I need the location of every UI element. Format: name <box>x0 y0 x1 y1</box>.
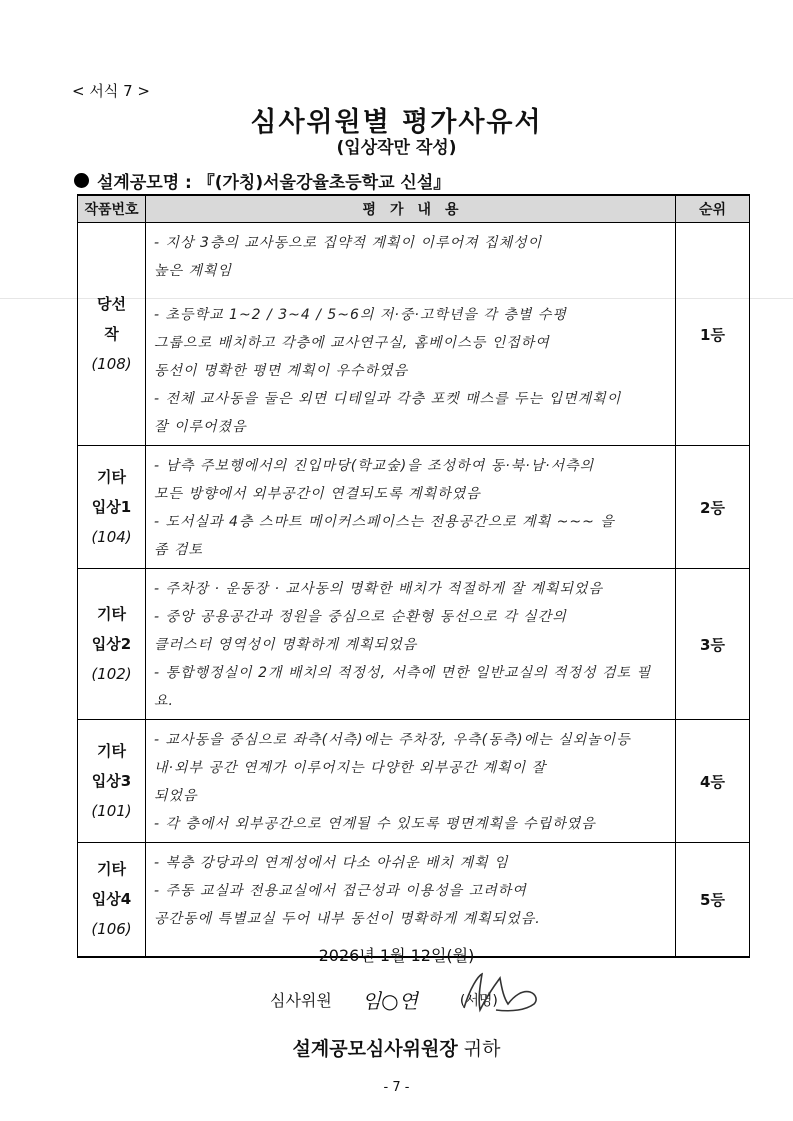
work-number: (104) <box>91 528 132 546</box>
judge-name: 임○연 <box>361 989 418 1013</box>
table-row <box>78 843 750 957</box>
evaluation-line: - 복층 강당과의 연계성에서 다소 아쉬운 배치 계획 임 <box>154 855 509 871</box>
evaluation-content-cell <box>146 569 676 720</box>
document-date: 2026년 1월 12일(월) <box>318 946 475 965</box>
bullet-icon <box>74 173 89 188</box>
work-label: 기타 입상2 <box>91 605 132 653</box>
work-label-cell <box>78 569 146 720</box>
evaluation-line: 되었음 <box>154 788 198 804</box>
rank-cell: 5등 <box>676 843 750 957</box>
work-label-cell <box>78 446 146 569</box>
evaluation-line: 모든 방향에서 외부공간이 연결되도록 계획하였음 <box>154 486 481 502</box>
rank-cell: 2등 <box>676 446 750 569</box>
page-title: 심사위원별 평가사유서 <box>250 107 543 138</box>
evaluation-line: 공간동에 특별교실 두어 내부 동선이 명확하게 계획되었음. <box>154 911 541 927</box>
table-row <box>78 446 750 569</box>
rank-cell: 3등 <box>676 569 750 720</box>
evaluation-content-cell <box>146 223 676 446</box>
evaluation-line: - 중앙 공용공간과 정원을 중심으로 순환형 동선으로 각 실간의 <box>154 609 567 625</box>
evaluation-line: 높은 계획임 <box>154 263 233 279</box>
page-number: - 7 - <box>383 1080 410 1095</box>
evaluation-line: - 초등학교 1~2 / 3~4 / 5~6의 저·중·고학년을 각 층별 수평 <box>154 307 567 323</box>
evaluation-line <box>154 285 669 301</box>
work-number: (102) <box>91 665 132 683</box>
work-number: (101) <box>91 802 132 820</box>
evaluation-line: 클러스터 영역성이 명확하게 계획되었음 <box>154 637 418 653</box>
judge-label: 심사위원 <box>270 991 332 1010</box>
work-label: 기타 입상3 <box>91 742 132 790</box>
work-number: (106) <box>91 920 132 939</box>
rank-cell: 1등 <box>676 223 750 446</box>
table-header-row <box>78 195 750 223</box>
evaluation-line: 좀 검토 <box>154 542 204 558</box>
evaluation-content-cell <box>146 843 676 957</box>
work-label-cell <box>78 720 146 843</box>
evaluation-line: 동선이 명확한 평면 계획이 우수하였음 <box>154 363 409 379</box>
evaluation-line: - 주차장 · 운동장 · 교사동의 명확한 배치가 적절하게 잘 계획되었음 <box>154 581 604 597</box>
work-label-cell <box>78 843 146 957</box>
rank-cell: 4등 <box>676 720 750 843</box>
header-rank: 순위 <box>676 195 750 223</box>
header-evaluation-content: 평 가 내 용 <box>146 195 676 223</box>
table-row <box>78 720 750 843</box>
evaluation-line: - 전체 교사동을 둘은 외면 디테일과 각층 포켓 매스를 두는 입면계획이 <box>154 391 622 407</box>
evaluation-table <box>77 194 750 958</box>
project-label: 설계공모명 : 『(가칭)서울강율초등학교 신설』 <box>97 173 451 193</box>
table-row <box>78 223 750 446</box>
addressee <box>0 1034 793 1061</box>
evaluation-line: - 지상 3층의 교사동으로 집약적 계획이 이루어져 집체성이 <box>154 235 543 251</box>
addressee-suffix: 귀하 <box>463 1038 501 1060</box>
evaluation-content-cell <box>146 720 676 843</box>
evaluation-line: - 각 층에서 외부공간으로 연계될 수 있도록 평면계획을 수립하였음 <box>154 816 596 832</box>
work-label: 기타 입상1 <box>91 468 132 516</box>
work-number: (108) <box>91 355 132 373</box>
header-work-number: 작품번호 <box>78 195 146 223</box>
evaluation-line: 그룹으로 배치하고 각층에 교사연구실, 홈베이스등 인접하여 <box>154 335 550 351</box>
work-label: 당선작 <box>97 295 126 343</box>
evaluation-line: - 남측 주보행에서의 진입마당(학교숲)을 조성하여 동·북·남·서측의 <box>154 458 595 474</box>
evaluation-content-cell <box>146 446 676 569</box>
table-row <box>78 569 750 720</box>
work-label: 기타 입상4 <box>91 860 132 909</box>
evaluation-line: - 교사동을 중심으로 좌측(서측)에는 주차장, 우측(동측)에는 실외놀이등 <box>154 732 631 748</box>
sign-label: (서명) <box>459 992 498 1009</box>
evaluation-line: - 주동 교실과 전용교실에서 접근성과 이용성을 고려하여 <box>154 883 527 899</box>
form-number: < 서식 7 > <box>72 82 150 100</box>
addressee-title: 설계공모심사위원장 <box>292 1038 458 1060</box>
handwritten-signature <box>456 968 546 1016</box>
page-subtitle: (입상작만 작성) <box>336 138 457 158</box>
work-label-cell <box>78 223 146 446</box>
evaluation-line: 내·외부 공간 연계가 이루어지는 다양한 외부공간 계획이 잘 <box>154 760 547 776</box>
project-name <box>74 168 450 193</box>
evaluation-line: 잘 이루어졌음 <box>154 419 247 435</box>
evaluation-line: - 도서실과 4층 스마트 메이커스페이스는 전용공간으로 계획 ~~~ 을 <box>154 514 615 530</box>
evaluation-line: - 통합행정실이 2개 배치의 적정성, 서측에 면한 일반교실의 적정성 검토 필요. <box>154 665 652 709</box>
